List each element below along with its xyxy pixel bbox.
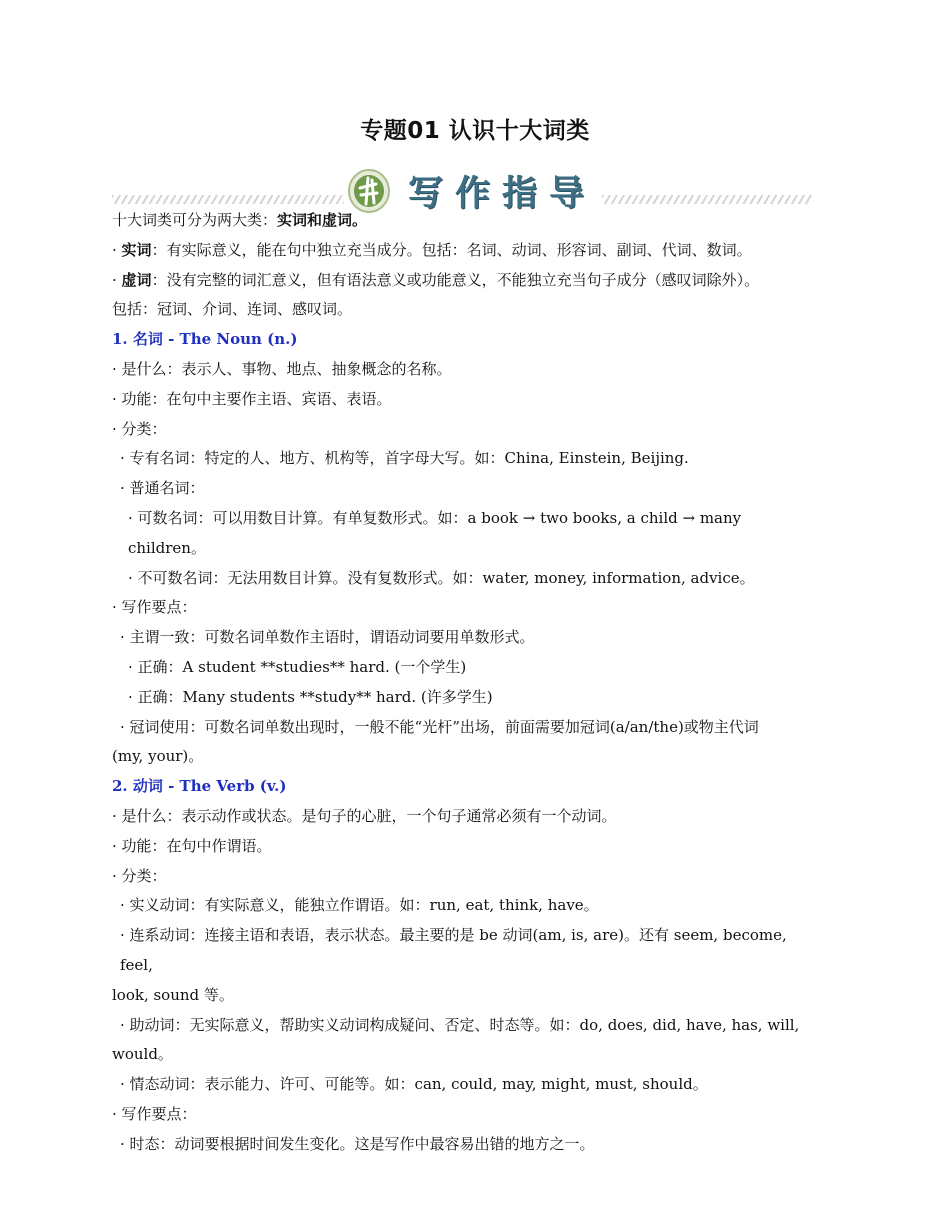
xuci-text: ：没有完整的词汇意义，但有语法意义或功能意义，不能独立充当句子成分（感叹词除外）。 — [151, 270, 760, 289]
xuci-label: 虚词 — [121, 270, 152, 289]
verb-auxiliary-cont-line: would。 — [112, 1045, 173, 1064]
verb-tense-line: · 时态：动词要根据时间发生变化。这是写作中最容易出错的地方之一。 — [120, 1134, 595, 1153]
xuci-include-line: 包括：冠词、介词、连词、感叹词。 — [112, 300, 353, 319]
verb-what-line: · 是什么：表示动作或状态。是句子的心脏，一个句子通常必须有一个动词。 — [112, 806, 617, 825]
intro-text: 十大词类可分为两大类： — [112, 211, 278, 229]
banner-hatch-left — [112, 195, 344, 204]
banner-hatch-right — [602, 195, 812, 204]
document-body — [112, 206, 822, 1160]
noun-tips-line: · 写作要点： — [112, 598, 197, 617]
intro-bold: 实词和虚词。 — [277, 211, 368, 229]
noun-what-line: · 是什么：表示人、事物、地点、抽象概念的名称。 — [112, 359, 452, 378]
noun-article-cont-line: (my, your)。 — [112, 747, 204, 766]
verb-auxiliary-line: · 助动词：无实际意义，帮助实义动词构成疑问、否定、时态等。如：do, does, did, have, has, will, — [120, 1015, 800, 1034]
shici-line: · 实词：有实际意义，能在句中独立充当成分。包括：名词、动词、形容词、副词、代词、数词。 — [112, 240, 752, 259]
noun-example-1: · 正确：A student **studies** hard. (一个学生) — [128, 657, 467, 676]
xuci-line: · 虚词：没有完整的词汇意义，但有语法意义或功能意义，不能独立充当句子成分（感叹词除外）。 — [112, 270, 760, 289]
noun-section-heading: 1. 名词 - The Noun (n.) — [112, 330, 298, 349]
noun-proper-line: · 专有名词：特定的人、地方、机构等，首字母大写。如：China, Einstein, Beijing. — [120, 449, 689, 468]
noun-countable-line: · 可数名词：可以用数目计算。有单复数形式。如：a book → two books, a child → many children。 — [128, 508, 742, 557]
verb-linking-line: · 连系动词：连接主语和表语，表示状态。最主要的是 be 动词(am, is, are)。还有 seem, become, feel, — [120, 926, 787, 974]
noun-article-line: · 冠词使用：可数名词单数出现时，一般不能“光杆”出场，前面需要加冠词(a/an/the)或物主代词 — [120, 717, 759, 736]
verb-modal-line: · 情态动词：表示能力、许可、可能等。如：can, could, may, might, must, should。 — [120, 1075, 708, 1094]
noun-example-2: · 正确：Many students **study** hard. (许多学生) — [128, 687, 493, 706]
noun-agreement-line: · 主谓一致：可数名词单数作主语时，谓语动词要用单数形式。 — [120, 628, 535, 647]
verb-notional-line: · 实义动词：有实际意义，能独立作谓语。如：run, eat, think, have。 — [120, 896, 599, 915]
intro-line — [112, 206, 822, 236]
verb-function-line: · 功能：在句中作谓语。 — [112, 836, 272, 855]
page-title: 专题01 认识十大词类 — [360, 118, 590, 144]
shici-label: 实词 — [121, 240, 152, 259]
noun-classes-line: · 分类： — [112, 419, 167, 438]
banner-title: 写作指导 — [408, 173, 597, 214]
verb-linking-cont-line: look, sound 等。 — [112, 985, 234, 1004]
noun-uncountable-line: · 不可数名词：无法用数目计算。没有复数形式。如：water, money, information, advice。 — [128, 568, 755, 587]
verb-section-heading: 2. 动词 - The Verb (v.) — [112, 777, 287, 796]
verb-classes-line: · 分类： — [112, 866, 167, 885]
noun-common-line: · 普通名词： — [120, 479, 205, 498]
verb-tips-line: · 写作要点： — [112, 1104, 197, 1123]
noun-function-line: · 功能：在句中主要作主语、宾语、表语。 — [112, 389, 392, 408]
shici-text: ：有实际意义，能在句中独立充当成分。包括：名词、动词、形容词、副词、代词、数词。 — [151, 240, 752, 259]
